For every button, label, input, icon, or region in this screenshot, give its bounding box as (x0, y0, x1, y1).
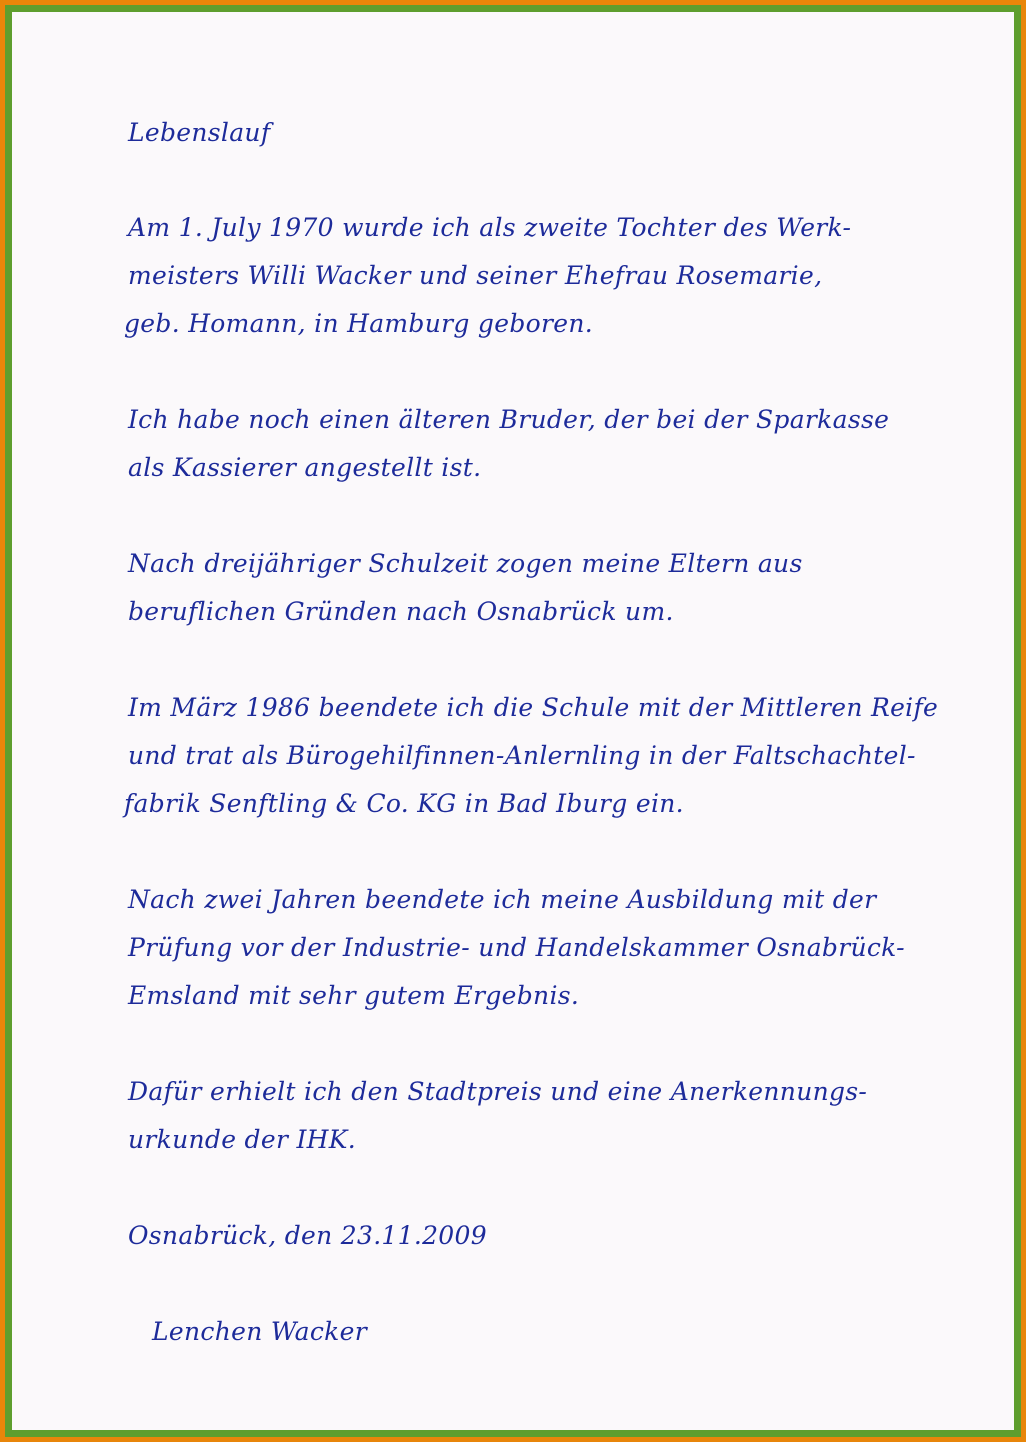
paragraph-6-line-1: Dafür erhielt ich den Stadtpreis und eine Anerkennungs- (128, 1077, 868, 1106)
paragraph-1-line-3: geb. Homann, in Hamburg geboren. (124, 309, 593, 338)
paragraph-1-line-2: meisters Willi Wacker und seiner Ehefrau Rosemarie, (128, 261, 823, 290)
paragraph-4-line-3: fabrik Senftling & Co. KG in Bad Iburg ein. (124, 789, 684, 818)
paragraph-5-line-3: Emsland mit sehr gutem Ergebnis. (128, 981, 580, 1010)
paragraph-3-line-2: beruflichen Gründen nach Osnabrück um. (128, 597, 674, 626)
paragraph-2-line-1: Ich habe noch einen älteren Bruder, der bei der Sparkasse (128, 405, 890, 434)
paragraph-4-line-1: Im März 1986 beendete ich die Schule mit der Mittleren Reife (128, 693, 939, 722)
signature: Lenchen Wacker (152, 1317, 367, 1346)
paragraph-2-line-2: als Kassierer angestellt ist. (128, 453, 482, 482)
paragraph-5-line-1: Nach zwei Jahren beendete ich meine Ausbildung mit der (128, 885, 877, 914)
place-and-date: Osnabrück, den 23.11.2009 (128, 1221, 487, 1250)
paragraph-4-line-2: und trat als Bürogehilfinnen-Anlernling in der Faltschachtel- (128, 741, 916, 770)
paragraph-3-line-1: Nach dreijähriger Schulzeit zogen meine Eltern aus (128, 549, 803, 578)
paragraph-6-line-2: urkunde der IHK. (128, 1125, 356, 1154)
paragraph-1-line-1: Am 1. July 1970 wurde ich als zweite Tochter des Werk- (128, 213, 852, 242)
letter-title: Lebenslauf (128, 118, 271, 147)
paragraph-5-line-2: Prüfung vor der Industrie- und Handelskammer Osnabrück- (128, 933, 905, 962)
